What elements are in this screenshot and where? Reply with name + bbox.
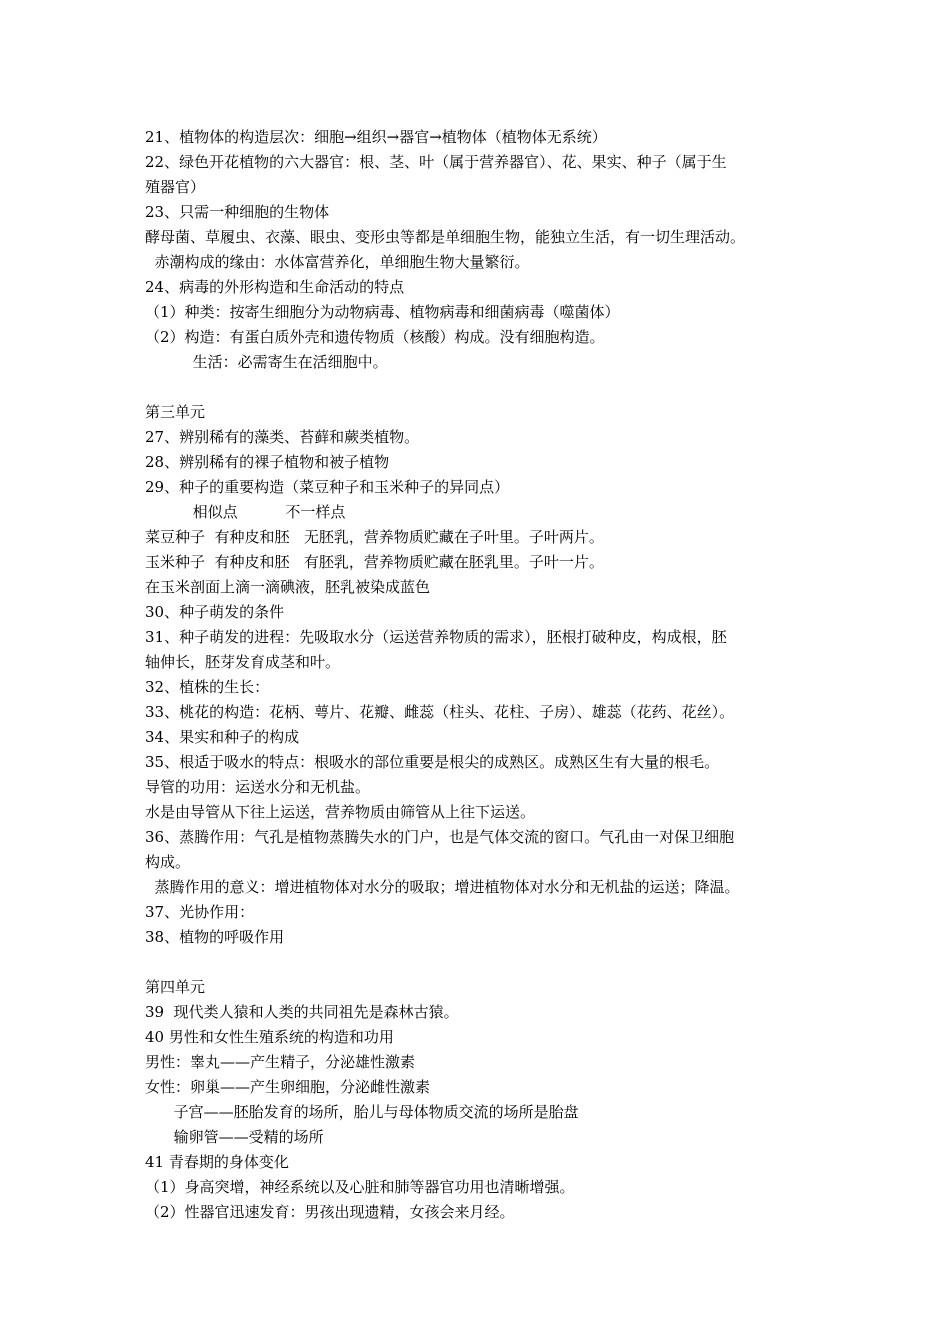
text-line: 蒸腾作用的意义：增进植物体对水分的吸取；增进植物体对水分和无机盐的运送；降温。 xyxy=(145,878,740,896)
text-line: 酵母菌、草履虫、衣藻、眼虫、变形虫等都是单细胞生物，能独立生活，有一切生理活动。 xyxy=(145,228,746,246)
text-line: 轴伸长，胚芽发育成茎和叶。 xyxy=(145,653,341,671)
text-line: 39 现代类人猿和人类的共同祖先是森林古猿。 xyxy=(145,1003,459,1021)
text-line: 27、辨别稀有的藻类、苔藓和蕨类植物。 xyxy=(145,428,420,446)
blank-line xyxy=(145,375,815,400)
text-line: 36、蒸腾作用：气孔是植物蒸腾失水的门户，也是气体交流的窗口。气孔由一对保卫细胞 xyxy=(145,828,735,846)
text-line: 33、桃花的构造：花柄、萼片、花瓣、雌蕊（柱头、花柱、子房）、雄蕊（花药、花丝）。 xyxy=(145,703,735,721)
text-line: （2）构造：有蛋白质外壳和遗传物质（核酸）构成。没有细胞构造。 xyxy=(145,328,605,346)
text-line: 构成。 xyxy=(145,853,191,871)
blank-line xyxy=(145,950,815,975)
text-line: 24、病毒的外形构造和生命活动的特点 xyxy=(145,278,405,296)
text-line: 男性：睾丸——产生精子，分泌雄性激素 xyxy=(145,1053,416,1071)
text-line: 输卵管——受精的场所 xyxy=(145,1128,324,1146)
text-line: 31、种子萌发的进程：先吸取水分（运送营养物质的需求），胚根打破种皮，构成根，胚 xyxy=(145,628,727,646)
text-line: （1）身高突增，神经系统以及心脏和肺等器官功用也清晰增强。 xyxy=(145,1178,575,1196)
section-heading: 第三单元 xyxy=(145,403,206,421)
text-line: 41 青春期的身体变化 xyxy=(145,1153,289,1171)
text-line: 40 男性和女性生殖系统的构造和功用 xyxy=(145,1028,394,1046)
text-line: 女性：卵巢——产生卵细胞，分泌雌性激素 xyxy=(145,1078,431,1096)
section-heading: 第四单元 xyxy=(145,978,206,996)
text-line: 38、植物的呼吸作用 xyxy=(145,928,285,946)
text-line: 29、种子的重要构造（菜豆种子和玉米种子的异同点） xyxy=(145,478,510,496)
text-line: 在玉米剖面上滴一滴碘液，胚乳被染成蓝色 xyxy=(145,578,431,596)
text-line: （1）种类：按寄生细胞分为动物病毒、植物病毒和细菌病毒（噬菌体） xyxy=(145,303,620,321)
text-line: 32、植株的生长： xyxy=(145,678,270,696)
text-line: 21、植物体的构造层次：细胞→组织→器官→植物体（植物体无系统） xyxy=(145,128,607,146)
text-line: 殖器官） xyxy=(145,178,206,196)
text-line: 34、果实和种子的构成 xyxy=(145,728,300,746)
text-line: 水是由导管从下往上运送，营养物质由筛管从上往下运送。 xyxy=(145,803,536,821)
document-body xyxy=(145,125,815,1225)
text-line: （2）性器官迅速发育：男孩出现遗精，女孩会来月经。 xyxy=(145,1203,515,1221)
text-line: 子宫——胚胎发育的场所，胎儿与母体物质交流的场所是胎盘 xyxy=(145,1103,579,1121)
text-line: 35、根适于吸水的特点：根吸水的部位重要是根尖的成熟区。成熟区生有大量的根毛。 xyxy=(145,753,720,771)
text-line: 菜豆种子 有种皮和胚 无胚乳，营养物质贮藏在子叶里。子叶两片。 xyxy=(145,528,604,546)
text-line: 28、辨别稀有的裸子植物和被子植物 xyxy=(145,453,390,471)
text-line: 赤潮构成的缘由：水体富营养化，单细胞生物大量繁衍。 xyxy=(145,253,530,271)
text-line: 23、只需一种细胞的生物体 xyxy=(145,203,330,221)
text-line: 导管的功用：运送水分和无机盐。 xyxy=(145,778,371,796)
text-line: 相似点 不一样点 xyxy=(145,503,346,521)
text-line: 30、种子萌发的条件 xyxy=(145,603,285,621)
text-line: 22、绿色开花植物的六大器官：根、茎、叶（属于营养器官）、花、果实、种子（属于生 xyxy=(145,153,727,171)
text-line: 玉米种子 有种皮和胚 有胚乳，营养物质贮藏在胚乳里。子叶一片。 xyxy=(145,553,604,571)
text-line: 生活：必需寄生在活细胞中。 xyxy=(145,353,388,371)
text-line: 37、光协作用： xyxy=(145,903,255,921)
